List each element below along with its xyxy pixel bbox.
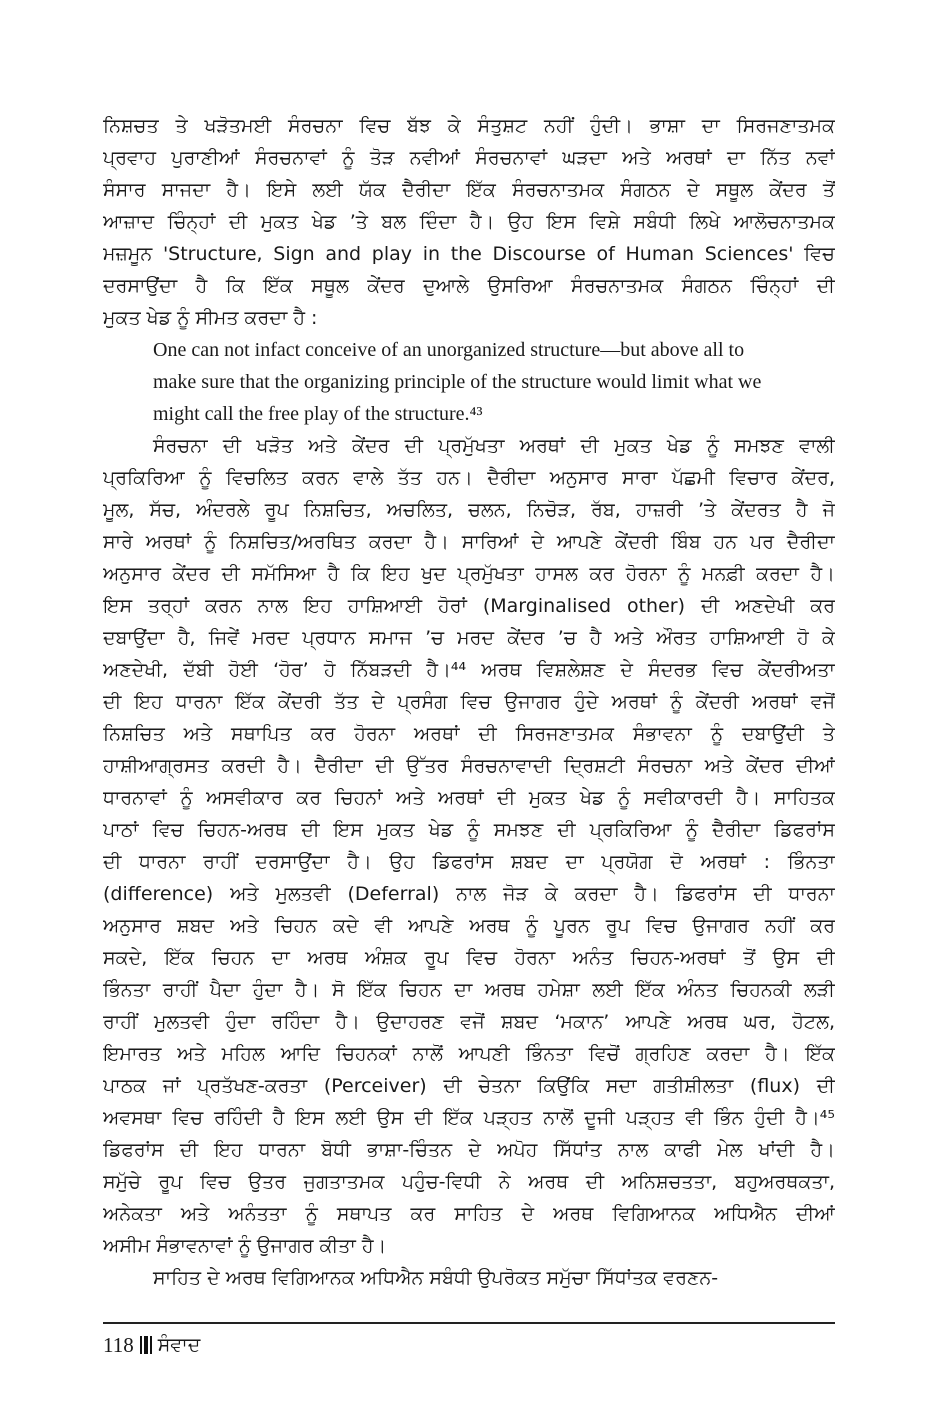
text-line: ਪ੍ਰਕਿਰਿਆ ਨੂੰ ਵਿਚਲਿਤ ਕਰਨ ਵਾਲੇ ਤੱਤ ਹਨ। ਦੈਰੀਦਾ ਅਨੁਸਾਰ ਸਾਰਾ ਪੱਛਮੀ ਵਿਚਾਰ ਕੇਂਦਰ,: [103, 467, 835, 489]
paragraph-2: [103, 430, 835, 1262]
text-line: ਸਾਹਿਤ ਦੇ ਅਰਥ ਵਿਗਿਆਨਕ ਅਧਿਐਨ ਸਬੰਧੀ ਉਪਰੋਕਤ ਸਮੁੱਚਾ ਸਿੱਧਾਂਤਕ ਵਰਣਨ-: [153, 1267, 719, 1289]
page-footer: [103, 1330, 200, 1360]
text-line: ਪਾਠਾਂ ਵਿਚ ਚਿਹਨ-ਅਰਥ ਦੀ ਇਸ ਮੁਕਤ ਖੇਡ ਨੂੰ ਸਮਝਣ ਦੀ ਪ੍ਰਕਿਰਿਆ ਨੂੰ ਦੈਰੀਦਾ ਡਿਫਰਾਂਸ: [103, 819, 835, 841]
text-line: ਅਣਦੇਖੀ, ਦੱਬੀ ਹੋਈ ‘ਹੋਰ’ ਹੋ ਨਿੱਬੜਦੀ ਹੈ।⁴⁴ ਅਰਥ ਵਿਸ਼ਲੇਸ਼ਣ ਦੇ ਸੰਦਰਭ ਵਿਚ ਕੇਂਦਰੀਅਤਾ: [103, 659, 835, 681]
quote-line: make sure that the organizing principle of the structure would limit what we: [153, 371, 762, 393]
text-line: ਮੁਕਤ ਖੇਡ ਨੂੰ ਸੀਮਤ ਕਰਦਾ ਹੈ :: [103, 307, 318, 329]
text-line: ਹਾਸ਼ੀਆਗ੍ਰਸਤ ਕਰਦੀ ਹੈ। ਦੈਰੀਦਾ ਦੀ ਉੱਤਰ ਸੰਰਚਨਾਵਾਦੀ ਦ੍ਰਿਸ਼ਟੀ ਸੰਰਚਨਾ ਅਤੇ ਕੇਂਦਰ ਦੀਆਂ: [103, 755, 835, 777]
text-line: ਮਜ਼ਮੂਨ 'Structure, Sign and play in the Discourse of Human Sciences' ਵਿਚ: [103, 243, 835, 265]
text-line: ਪਾਠਕ ਜਾਂ ਪ੍ਰਤੱਖਣ-ਕਰਤਾ (Perceiver) ਦੀ ਚੇਤਨਾ ਕਿਉਂਕਿ ਸਦਾ ਗਤੀਸ਼ੀਲਤਾ (flux) ਦੀ: [103, 1075, 835, 1097]
text-line: (difference) ਅਤੇ ਮੁਲਤਵੀ (Deferral) ਨਾਲ ਜੋੜ ਕੇ ਕਰਦਾ ਹੈ। ਡਿਫਰਾਂਸ ਦੀ ਧਾਰਨਾ: [103, 883, 835, 905]
paragraph-1: [103, 110, 835, 334]
text-line: ਅਨੁਸਾਰ ਸ਼ਬਦ ਅਤੇ ਚਿਹਨ ਕਦੇ ਵੀ ਆਪਣੇ ਅਰਥ ਨੂੰ ਪੂਰਨ ਰੂਪ ਵਿਚ ਉਜਾਗਰ ਨਹੀਂ ਕਰ: [103, 915, 835, 937]
footer-rule: [103, 1322, 835, 1324]
page-number: 118: [103, 1333, 134, 1357]
text-line: ਦੀ ਧਾਰਨਾ ਰਾਹੀਂ ਦਰਸਾਉਂਦਾ ਹੈ। ਉਹ ਡਿਫਰਾਂਸ ਸ਼ਬਦ ਦਾ ਪ੍ਰਯੋਗ ਦੋ ਅਰਥਾਂ : ਭਿੰਨਤਾ: [103, 851, 835, 873]
text-line: ਪ੍ਰਵਾਹ ਪੁਰਾਣੀਆਂ ਸੰਰਚਨਾਵਾਂ ਨੂੰ ਤੋੜ ਨਵੀਆਂ ਸੰਰਚਨਾਵਾਂ ਘੜਦਾ ਅਤੇ ਅਰਥਾਂ ਦਾ ਨਿੱਤ ਨਵਾਂ: [103, 147, 835, 169]
quote-line: might call the free play of the structure.⁴³: [153, 403, 483, 425]
text-line: ਧਾਰਨਾਵਾਂ ਨੂੰ ਅਸਵੀਕਾਰ ਕਰ ਚਿਹਨਾਂ ਅਤੇ ਅਰਥਾਂ ਦੀ ਮੁਕਤ ਖੇਡ ਨੂੰ ਸਵੀਕਾਰਦੀ ਹੈ। ਸਾਹਿਤਕ: [103, 787, 835, 809]
text-line: ਰਾਹੀਂ ਮੁਲਤਵੀ ਹੁੰਦਾ ਰਹਿੰਦਾ ਹੈ। ਉਦਾਹਰਣ ਵਜੋਂ ਸ਼ਬਦ ‘ਮਕਾਨ’ ਆਪਣੇ ਅਰਥ ਘਰ, ਹੋਟਲ,: [103, 1011, 835, 1033]
bars-ornament-icon: [140, 1336, 152, 1354]
text-line: ਡਿਫਰਾਂਸ ਦੀ ਇਹ ਧਾਰਨਾ ਬੋਧੀ ਭਾਸ਼ਾ-ਚਿੰਤਨ ਦੇ ਅਪੋਹ ਸਿੱਧਾਂਤ ਨਾਲ ਕਾਫੀ ਮੇਲ ਖਾਂਦੀ ਹੈ।: [103, 1139, 835, 1161]
block-quote: [103, 334, 835, 430]
text-line: ਸੰਸਾਰ ਸਾਜਦਾ ਹੈ। ਇਸੇ ਲਈ ਯੱਕ ਦੈਰੀਦਾ ਇੱਕ ਸੰਰਚਨਾਤਮਕ ਸੰਗਠਨ ਦੇ ਸਥੂਲ ਕੇਂਦਰ ਤੋਂ: [103, 179, 835, 201]
text-line: ਇਮਾਰਤ ਅਤੇ ਮਹਿਲ ਆਦਿ ਚਿਹਨਕਾਂ ਨਾਲੋਂ ਆਪਣੀ ਭਿੰਨਤਾ ਵਿਚੋਂ ਗ੍ਰਹਿਣ ਕਰਦਾ ਹੈ। ਇੱਕ: [103, 1043, 835, 1065]
paragraph-3: [103, 1262, 835, 1294]
text-line: ਇਸ ਤਰ੍ਹਾਂ ਕਰਨ ਨਾਲ ਇਹ ਹਾਸ਼ਿਆਈ ਹੋਰਾਂ (Marginalised other) ਦੀ ਅਣਦੇਖੀ ਕਰ: [103, 595, 835, 617]
text-line: ਅਸੀਮ ਸੰਭਾਵਨਾਵਾਂ ਨੂੰ ਉਜਾਗਰ ਕੀਤਾ ਹੈ।: [103, 1235, 387, 1257]
text-line: ਸਮੁੱਚੇ ਰੂਪ ਵਿਚ ਉਤਰ ਜੁਗਤਾਤਮਕ ਪਹੁੰਚ-ਵਿਧੀ ਨੇ ਅਰਥ ਦੀ ਅਨਿਸ਼ਚਤਤਾ, ਬਹੁਅਰਥਕਤਾ,: [103, 1171, 835, 1193]
page-body: [103, 110, 835, 1294]
text-line: ਨਿਸ਼ਚਿਤ ਅਤੇ ਸਥਾਪਿਤ ਕਰ ਹੋਰਨਾ ਅਰਥਾਂ ਦੀ ਸਿਰਜਣਾਤਮਕ ਸੰਭਾਵਨਾ ਨੂੰ ਦਬਾਉਂਦੀ ਤੇ: [103, 723, 835, 745]
quote-line: One can not infact conceive of an unorganized structure—but above all to: [153, 339, 745, 361]
text-line: ਭਿੰਨਤਾ ਰਾਹੀਂ ਪੈਦਾ ਹੁੰਦਾ ਹੈ। ਸੋ ਇੱਕ ਚਿਹਨ ਦਾ ਅਰਥ ਹਮੇਸ਼ਾ ਲਈ ਇੱਕ ਅੰਨਤ ਚਿਹਨਕੀ ਲੜੀ: [103, 979, 835, 1001]
text-line: ਸੰਰਚਨਾ ਦੀ ਖੜੋਤ ਅਤੇ ਕੇਂਦਰ ਦੀ ਪ੍ਰਮੁੱਖਤਾ ਅਰਥਾਂ ਦੀ ਮੁਕਤ ਖੇਡ ਨੂੰ ਸਮਝਣ ਵਾਲੀ: [153, 435, 835, 457]
journal-name: ਸੰਵਾਦ: [157, 1334, 201, 1356]
text-line: ਮੂਲ, ਸੱਚ, ਅੰਦਰਲੇ ਰੂਪ ਨਿਸ਼ਚਿਤ, ਅਚਲਿਤ, ਚਲਨ, ਨਿਚੋੜ, ਰੱਬ, ਹਾਜ਼ਰੀ ’ਤੇ ਕੇਂਦਰਤ ਹੈ ਜੋ: [103, 499, 835, 521]
text-line: ਅਨੇਕਤਾ ਅਤੇ ਅਨੰਤਤਾ ਨੂੰ ਸਥਾਪਤ ਕਰ ਸਾਹਿਤ ਦੇ ਅਰਥ ਵਿਗਿਆਨਕ ਅਧਿਐਨ ਦੀਆਂ: [103, 1203, 835, 1225]
text-line: ਸਾਰੇ ਅਰਥਾਂ ਨੂੰ ਨਿਸ਼ਚਿਤ/ਅਰਥਿਤ ਕਰਦਾ ਹੈ। ਸਾਰਿਆਂ ਦੇ ਆਪਣੇ ਕੇਂਦਰੀ ਬਿੰਬ ਹਨ ਪਰ ਦੈਰੀਦਾ: [103, 531, 835, 553]
text-line: ਦਬਾਉਂਦਾ ਹੈ, ਜਿਵੇਂ ਮਰਦ ਪ੍ਰਧਾਨ ਸਮਾਜ ’ਚ ਮਰਦ ਕੇਂਦਰ ’ਚ ਹੈ ਅਤੇ ਔਰਤ ਹਾਸ਼ਿਆਈ ਹੋ ਕੇ: [103, 627, 835, 649]
text-line: ਅਨੁਸਾਰ ਕੇਂਦਰ ਦੀ ਸਮੱਸਿਆ ਹੈ ਕਿ ਇਹ ਖੁਦ ਪ੍ਰਮੁੱਖਤਾ ਹਾਸਲ ਕਰ ਹੋਰਨਾ ਨੂੰ ਮਨਫ਼ੀ ਕਰਦਾ ਹੈ।: [103, 563, 835, 585]
text-line: ਦਰਸਾਉਂਦਾ ਹੈ ਕਿ ਇੱਕ ਸਥੂਲ ਕੇਂਦਰ ਦੁਆਲੇ ਉਸਰਿਆ ਸੰਰਚਨਾਤਮਕ ਸੰਗਠਨ ਚਿੰਨ੍ਹਾਂ ਦੀ: [103, 275, 835, 297]
text-line: ਆਜ਼ਾਦ ਚਿੰਨ੍ਹਾਂ ਦੀ ਮੁਕਤ ਖੇਡ ’ਤੇ ਬਲ ਦਿੰਦਾ ਹੈ। ਉਹ ਇਸ ਵਿਸ਼ੇ ਸਬੰਧੀ ਲਿਖੇ ਆਲੋਚਨਾਤਮਕ: [103, 211, 835, 233]
text-line: ਨਿਸ਼ਚਤ ਤੇ ਖੜੋਤਮਈ ਸੰਰਚਨਾ ਵਿਚ ਬੱਝ ਕੇ ਸੰਤੁਸ਼ਟ ਨਹੀਂ ਹੁੰਦੀ। ਭਾਸ਼ਾ ਦਾ ਸਿਰਜਣਾਤਮਕ: [103, 115, 835, 137]
text-line: ਸਕਦੇ, ਇੱਕ ਚਿਹਨ ਦਾ ਅਰਥ ਅੰਸ਼ਕ ਰੂਪ ਵਿਚ ਹੋਰਨਾ ਅਨੰਤ ਚਿਹਨ-ਅਰਥਾਂ ਤੋਂ ਉਸ ਦੀ: [103, 947, 835, 969]
text-line: ਅਵਸਥਾ ਵਿਚ ਰਹਿੰਦੀ ਹੈ ਇਸ ਲਈ ਉਸ ਦੀ ਇੱਕ ਪੜ੍ਹਤ ਨਾਲੋਂ ਦੂਜੀ ਪੜ੍ਹਤ ਵੀ ਭਿੰਨ ਹੁੰਦੀ ਹੈ।⁴⁵: [103, 1107, 835, 1129]
text-line: ਦੀ ਇਹ ਧਾਰਨਾ ਇੱਕ ਕੇਂਦਰੀ ਤੱਤ ਦੇ ਪ੍ਰਸੰਗ ਵਿਚ ਉਜਾਗਰ ਹੁੰਦੇ ਅਰਥਾਂ ਨੂੰ ਕੇਂਦਰੀ ਅਰਥਾਂ ਵਜੋਂ: [103, 691, 835, 713]
